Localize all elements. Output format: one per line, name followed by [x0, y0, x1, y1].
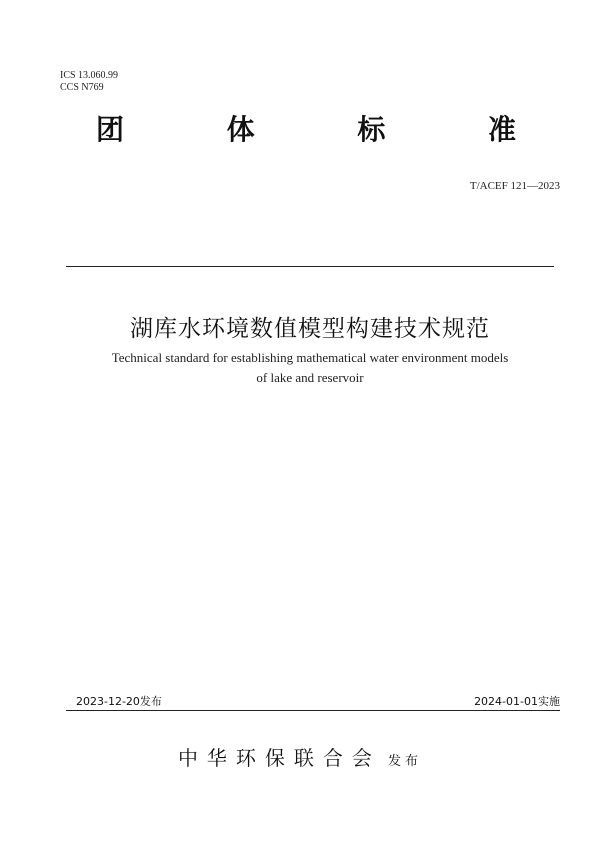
ics-code: ICS 13.060.99: [60, 70, 119, 81]
publish-date: 2023-12-20发布: [76, 695, 162, 708]
classification-codes: [60, 70, 118, 94]
issuer-suffix: 发布: [388, 754, 423, 769]
standard-type-heading: [96, 112, 516, 148]
title-english-line-1: Technical standard for establishing mathematical water environment models: [111, 350, 509, 365]
standard-type-char: 体: [226, 113, 255, 146]
title-block: [40, 312, 580, 388]
effective-date: 2024-01-01实施: [474, 695, 560, 708]
ccs-code: CCS N769: [60, 82, 104, 93]
title-english-line-2: of lake and reservoir: [256, 370, 364, 385]
top-divider: [66, 266, 554, 267]
issuer-name: 中华环保联合会: [177, 746, 381, 770]
standard-type-char: 标: [357, 113, 386, 146]
standard-type-char: 准: [487, 113, 516, 146]
standard-type-char: 团: [96, 113, 125, 146]
issuer-line: [0, 742, 600, 771]
standard-number: T/ACEF 121—2023: [469, 180, 560, 192]
date-row: [76, 693, 560, 709]
bottom-divider: [66, 710, 560, 711]
title-chinese: 湖库水环境数值模型构建技术规范: [130, 316, 490, 342]
